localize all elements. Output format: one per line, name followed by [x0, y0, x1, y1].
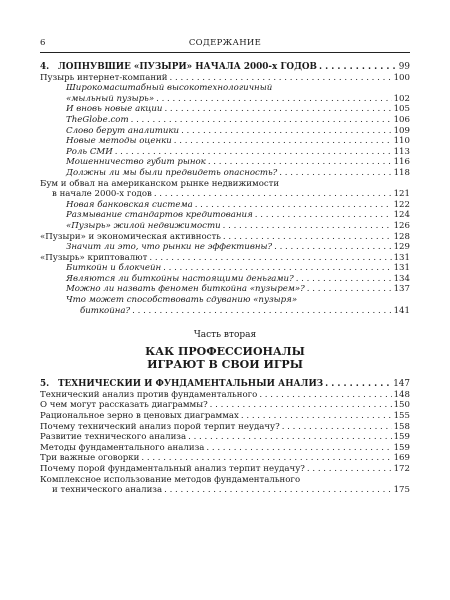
toc-entry[interactable] [40, 411, 410, 422]
toc-entry[interactable] [40, 126, 410, 137]
entry-page: 124 [393, 210, 410, 221]
entry-title: Новая банковская система [66, 199, 193, 210]
entry-title: Рациональное зерно в ценовых диаграммах [40, 411, 239, 422]
toc-entry[interactable] [40, 400, 410, 411]
entry-title: Слово берут аналитики [66, 125, 180, 136]
leader-dots [164, 485, 391, 496]
toc-entry[interactable] [40, 168, 410, 179]
leader-dots [132, 306, 391, 317]
entry-title: И вновь новые акции [66, 104, 163, 115]
entry-title: TheGlobe.com [66, 114, 129, 125]
chapter-title: ТЕХНИЧЕСКИЙ И ФУНДАМЕНТАЛЬНЫЙ АНАЛИЗ [58, 379, 324, 390]
toc-entry[interactable] [40, 94, 410, 105]
entry-page: 100 [393, 72, 410, 83]
leader-dots [255, 210, 392, 221]
toc-entry[interactable] [40, 263, 410, 274]
entry-page: 102 [393, 93, 410, 104]
leader-dots [149, 253, 391, 264]
toc-chapter-5[interactable] [40, 379, 410, 390]
leader-dots [156, 94, 391, 105]
part-title-line: КАК ПРОФЕССИОНАЛЫ [145, 345, 305, 359]
chapter-title: ЛОПНУВШИЕ «ПУЗЫРИ» НАЧАЛА 2000-х ГОДОВ [58, 62, 317, 72]
toc-entry[interactable] [40, 157, 410, 168]
leader-dots [131, 115, 392, 126]
chapter-page: 147 [393, 379, 410, 390]
running-header [40, 38, 410, 53]
entry-page: 137 [393, 284, 410, 295]
leader-dots [223, 232, 392, 243]
entry-title: Пузырь интернет-компаний [40, 72, 168, 83]
toc-entry[interactable] [40, 147, 410, 158]
entry-title: в начале 2000-х годов [52, 189, 152, 200]
leader-dots [170, 73, 392, 84]
leader-dots [164, 104, 391, 115]
toc-entry[interactable] [40, 210, 410, 221]
entry-page: 121 [393, 189, 410, 200]
entry-page: 141 [393, 305, 410, 316]
toc-entry[interactable] [40, 274, 410, 285]
part-title [40, 345, 410, 371]
chapter-number: 4. [40, 62, 50, 72]
entry-title: Размывание стандартов кредитования [66, 210, 253, 221]
entry-page: 172 [393, 464, 410, 474]
entry-page: 116 [393, 157, 410, 168]
entry-title: и технического анализа [52, 485, 163, 496]
entry-page: 113 [393, 146, 410, 157]
entry-page: 159 [393, 442, 410, 453]
toc-entry[interactable] [40, 464, 410, 475]
entry-title: Технический анализ против фундаментального [40, 389, 258, 400]
entry-title: Три важные оговорки [40, 453, 140, 464]
toc-entry[interactable] [40, 104, 410, 115]
toc-entry[interactable] [40, 253, 410, 264]
toc-entry[interactable] [40, 390, 410, 401]
entry-page: 159 [393, 432, 410, 443]
leader-dots [188, 432, 391, 443]
toc-entry-line1[interactable]: Что может способствовать сдуванию «пузыря» [66, 295, 298, 306]
leader-dots [195, 200, 392, 211]
toc-entry[interactable] [40, 242, 410, 253]
entry-page: 105 [393, 104, 410, 115]
entry-page: 175 [393, 485, 410, 496]
entry-page: 129 [393, 242, 410, 253]
leader-dots [154, 189, 392, 200]
entry-page: 109 [393, 125, 410, 136]
entry-title: Новые методы оценки [66, 136, 172, 147]
leader-dots [307, 464, 392, 475]
chapter-page: 99 [398, 62, 410, 72]
entry-page: 131 [393, 252, 410, 263]
leader-dots [163, 263, 391, 274]
entry-page: 110 [393, 136, 410, 147]
leader-dots [206, 443, 391, 454]
chapter-number: 5. [40, 379, 50, 390]
entry-title: «мыльный пузырь» [66, 93, 155, 104]
toc-entry[interactable] [40, 432, 410, 443]
leader-dots [223, 221, 392, 232]
entry-page: 131 [393, 263, 410, 274]
toc-entry-line1[interactable]: Бум и обвал на американском рынке недвижимости [40, 178, 280, 189]
entry-title: Являются ли биткойны настоящими деньгами? [66, 273, 294, 284]
leader-dots [259, 390, 391, 401]
leader-dots [181, 126, 392, 137]
toc-entry[interactable] [40, 232, 410, 243]
entry-title: Роль СМИ [66, 146, 113, 157]
part-label: Часть вторая [193, 330, 257, 341]
toc-entry[interactable] [40, 453, 410, 464]
entry-page: 126 [393, 220, 410, 231]
leader-dots [241, 411, 392, 422]
entry-title: «Пузырь» криптовалют [40, 252, 148, 263]
entry-page: 128 [393, 231, 410, 242]
header-title: СОДЕРЖАНИЕ [188, 38, 262, 48]
entry-title: Значит ли это, что рынки не эффективны? [66, 242, 273, 253]
toc-entry[interactable] [40, 200, 410, 211]
leader-dots [307, 284, 392, 295]
entry-page: 155 [393, 411, 410, 422]
leader-dots [279, 168, 391, 179]
toc-chapter-4[interactable] [40, 62, 410, 73]
page-number: 6 [40, 38, 46, 48]
leader-dots [210, 400, 392, 411]
toc-entry-line1[interactable]: Комплексное использование методов фундаментального [40, 474, 301, 485]
entry-title: Можно ли назвать феномен биткойна «пузырем»? [66, 284, 305, 295]
entry-page: 122 [393, 199, 410, 210]
entry-title: Почему порой фундаментальный анализ терпит неудачу? [40, 464, 305, 474]
spacer [40, 371, 410, 379]
table-of-contents [40, 62, 410, 496]
leader-dots [296, 274, 392, 285]
toc-entry[interactable] [40, 136, 410, 147]
entry-title: «Пузыри» и экономическая активность [40, 231, 221, 242]
toc-entry[interactable] [40, 284, 410, 295]
entry-title: биткойна? [80, 305, 131, 316]
toc-entry[interactable] [40, 73, 410, 84]
toc-entry[interactable] [40, 443, 410, 454]
entry-title: Мошенничество губит рынок [66, 157, 206, 168]
entry-page: 134 [393, 273, 410, 284]
entry-page: 150 [393, 400, 410, 411]
leader-dots [208, 157, 392, 168]
toc-entry[interactable] [40, 115, 410, 126]
entry-page: 106 [393, 114, 410, 125]
part-title-line: ИГРАЮТ В СВОИ ИГРЫ [147, 358, 303, 372]
leader-dots [274, 242, 391, 253]
toc-entry[interactable] [40, 422, 410, 433]
leader-dots [325, 379, 391, 390]
entry-page: 148 [393, 389, 410, 400]
leader-dots [319, 62, 397, 73]
entry-title: О чем могут рассказать диаграммы? [40, 400, 208, 411]
toc-entry[interactable] [40, 189, 410, 200]
entry-title: «Пузырь» жилой недвижимости [66, 220, 221, 231]
entry-page: 169 [393, 453, 410, 464]
leader-dots [282, 422, 392, 433]
leader-dots [115, 147, 392, 158]
toc-entry[interactable] [40, 221, 410, 232]
toc-entry[interactable] [40, 485, 410, 496]
entry-page: 158 [393, 421, 410, 432]
entry-title: Почему технический анализ порой терпит неудачу? [40, 421, 280, 432]
entry-title: Методы фундаментального анализа [40, 442, 205, 453]
entry-page: 118 [393, 167, 410, 178]
leader-dots [141, 453, 391, 464]
entry-title: Должны ли мы были предвидеть опасность? [66, 167, 278, 178]
entry-title: Биткойн и блокчейн [66, 263, 162, 274]
entry-title: Развитие технического анализа [40, 432, 187, 443]
leader-dots [174, 136, 392, 147]
toc-entry-line1[interactable]: Широкомасштабный высокотехнологичный [66, 83, 273, 94]
toc-entry[interactable] [40, 306, 410, 317]
